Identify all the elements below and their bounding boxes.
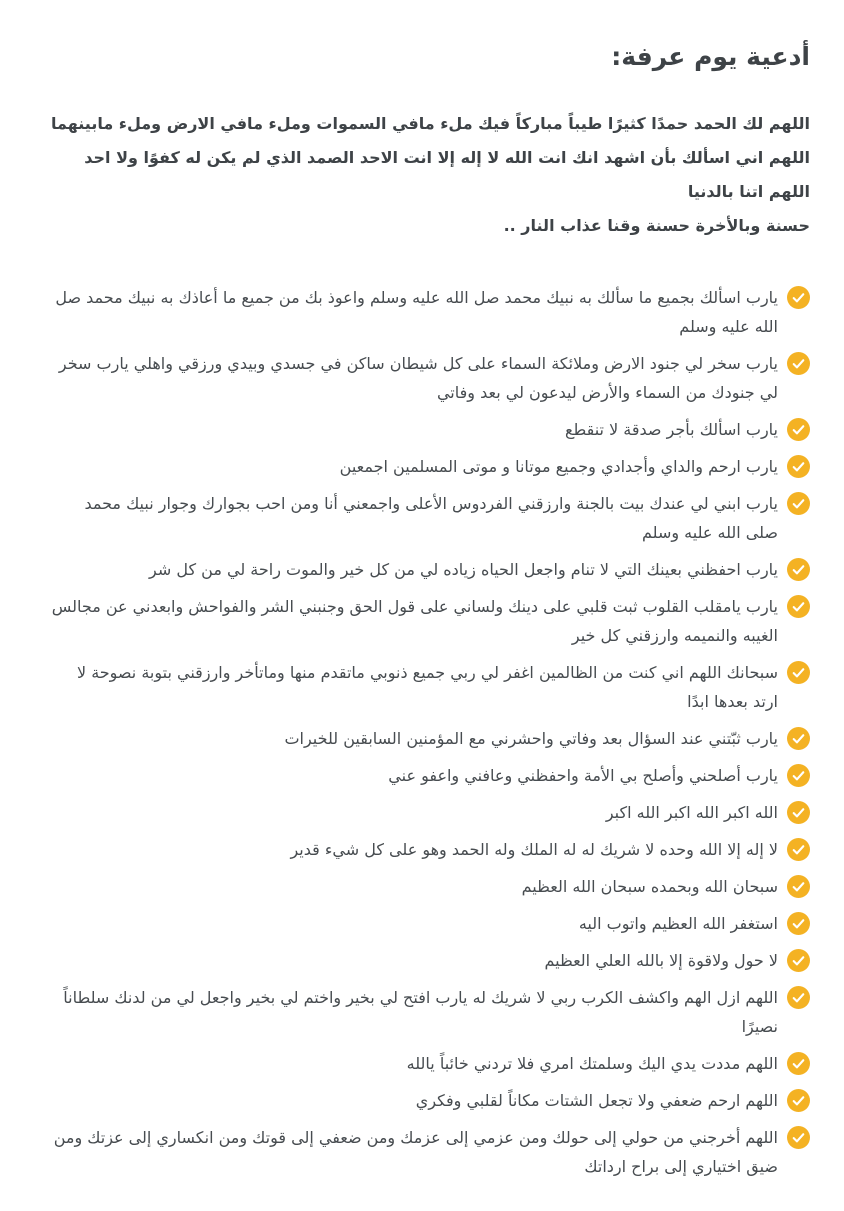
list-item-text: اللهم ازل الهم واكشف الكرب ربي لا شريك له يارب افتح لي بخير واختم لي بخير واجعل لي من لدنك سلطاناً نصيرًا bbox=[63, 988, 778, 1036]
list-item bbox=[48, 872, 810, 901]
list-item-text: سبحانك اللهم اني كنت من الظالمين اغفر لي ربي جميع ذنوبي ماتقدم منها وماتأخر وارزقني بتوبة نصوحة لا ارتد بعدها ابدًا bbox=[76, 663, 778, 711]
list-item-text: يارب يامقلب القلوب ثبت قلبي على دينك ولساني على قول الحق وجنبني الشر والفواحش وابعدني عن مجالس الغيبه والنميمه وارزقني كل خير bbox=[51, 597, 778, 645]
list-item-text: يارب أصلحني وأصلح بي الأمة واحفظني وعافني واعفو عني bbox=[388, 766, 778, 785]
list-item-text: يارب اسألك بجميع ما سألك به نبيك محمد صل الله عليه وسلم واعوذ بك من جميع ما أعاذك به نبيك محمد صل الله عليه وسلم bbox=[55, 288, 778, 336]
list-item bbox=[48, 555, 810, 584]
list-item bbox=[48, 835, 810, 864]
intro-line: اللهم اني اسألك بأن اشهد انك انت الله لا إله إلا انت الاحد الصمد الذي لم يكن له كفوًا ولا احد اللهم اتنا بالدنيا bbox=[84, 148, 810, 201]
list-item bbox=[48, 761, 810, 790]
list-item bbox=[48, 415, 810, 444]
list-item bbox=[48, 489, 810, 547]
list-item-text: اللهم أخرجني من حولي إلى حولك ومن عزمي إلى عزمك ومن ضعفي إلى قوتك ومن انكساري إلى عزتك ومن ضيق اختياري إلى براح ارداتك bbox=[53, 1128, 778, 1176]
list-item bbox=[48, 909, 810, 938]
check-circle-icon bbox=[787, 658, 810, 684]
dua-list bbox=[48, 283, 810, 1181]
list-item-text: يارب احفظني بعينك التي لا تنام واجعل الحياه زياده لي من كل خير والموت راحة لي من كل شر bbox=[149, 560, 778, 579]
list-item-text: يارب اسألك بأجر صدقة لا تنقطع bbox=[564, 420, 778, 439]
check-circle-icon bbox=[787, 1123, 810, 1149]
list-item-text: يارب سخر لي جنود الارض وملائكة السماء على كل شيطان ساكن في جسدي وبيدي ورزقي واهلي يارب سخر لي جنودك من السماء والأرض ليدعون لي بعد وفاتي bbox=[58, 354, 778, 402]
list-item bbox=[48, 1086, 810, 1115]
list-item bbox=[48, 349, 810, 407]
check-circle-icon bbox=[787, 592, 810, 618]
list-item bbox=[48, 1123, 810, 1181]
check-circle-icon bbox=[787, 415, 810, 441]
list-item bbox=[48, 724, 810, 753]
list-item bbox=[48, 452, 810, 481]
intro-line: حسنة وبالأخرة حسنة وقنا عذاب النار .. bbox=[503, 216, 810, 235]
list-item-text: الله اكبر الله اكبر الله اكبر bbox=[605, 803, 778, 822]
check-circle-icon bbox=[787, 1049, 810, 1075]
check-circle-icon bbox=[787, 555, 810, 581]
check-circle-icon bbox=[787, 452, 810, 478]
list-item-text: سبحان الله وبحمده سبحان الله العظيم bbox=[521, 877, 778, 896]
check-circle-icon bbox=[787, 983, 810, 1009]
list-item-text: اللهم ارحم ضعفي ولا تجعل الشتات مكاناً لقلبي وفكري bbox=[415, 1091, 778, 1110]
check-circle-icon bbox=[787, 946, 810, 972]
list-item bbox=[48, 798, 810, 827]
check-circle-icon bbox=[787, 872, 810, 898]
check-circle-icon bbox=[787, 798, 810, 824]
intro-paragraph bbox=[48, 107, 810, 243]
list-item-text: اللهم مددت يدي اليك وسلمتك امري فلا تردني خائباً يالله bbox=[406, 1054, 778, 1073]
check-circle-icon bbox=[787, 349, 810, 375]
list-item bbox=[48, 283, 810, 341]
check-circle-icon bbox=[787, 761, 810, 787]
list-item-text: لا إله إلا الله وحده لا شريك له له الملك وله الحمد وهو على كل شيء قدير bbox=[290, 840, 778, 859]
check-circle-icon bbox=[787, 909, 810, 935]
list-item bbox=[48, 658, 810, 716]
check-circle-icon bbox=[787, 489, 810, 515]
list-item bbox=[48, 946, 810, 975]
check-circle-icon bbox=[787, 724, 810, 750]
list-item-text: يارب ارحم والداي وأجدادي وجميع موتانا و موتى المسلمين اجمعين bbox=[339, 457, 778, 476]
check-circle-icon bbox=[787, 283, 810, 309]
list-item bbox=[48, 1049, 810, 1078]
list-item-text: يارب ثبّتني عند السؤال بعد وفاتي واحشرني مع المؤمنين السابقين للخيرات bbox=[284, 729, 778, 748]
page-title: أدعية يوم عرفة: bbox=[611, 42, 810, 71]
intro-line: اللهم لك الحمد حمدًا كثيرًا طيباً مباركاً فيك ملء مافي السموات وملء مافي الارض وملء مابينهما bbox=[50, 114, 810, 133]
check-circle-icon bbox=[787, 1086, 810, 1112]
list-item bbox=[48, 592, 810, 650]
list-item bbox=[48, 983, 810, 1041]
list-item-text: استغفر الله العظيم واتوب اليه bbox=[578, 914, 778, 933]
check-circle-icon bbox=[787, 835, 810, 861]
list-item-text: يارب ابني لي عندك بيت بالجنة وارزقني الفردوس الأعلى واجمعني أنا ومن احب بجوارك وجوار نبيك محمد صلى الله عليه وسلم bbox=[84, 494, 778, 542]
list-item-text: لا حول ولاقوة إلا بالله العلي العظيم bbox=[544, 951, 778, 970]
